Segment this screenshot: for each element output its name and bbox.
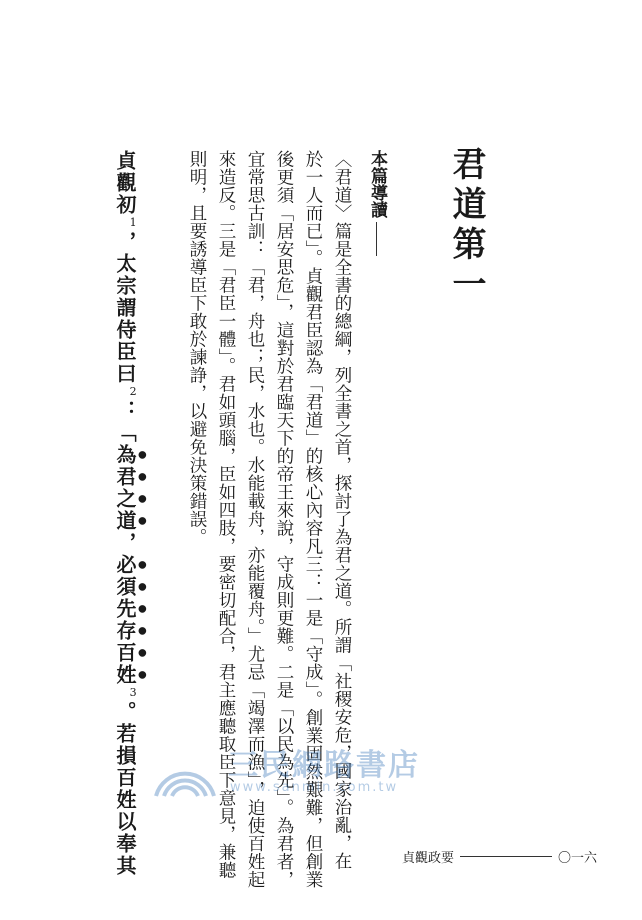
emphasized-text: 為君之道，必須先存百姓 bbox=[113, 444, 137, 686]
guide-divider bbox=[376, 222, 377, 256]
page-number: 〇一六 bbox=[558, 851, 598, 866]
watermark-name: 三民網路書店 bbox=[228, 748, 420, 783]
note-marker: 3 bbox=[126, 686, 140, 701]
book-title: 貞觀政要 bbox=[402, 851, 455, 866]
note-marker: 2 bbox=[126, 385, 140, 400]
guide-label: 本篇導讀 bbox=[367, 150, 387, 218]
page-footer bbox=[402, 847, 597, 866]
intro-line: 來造反。三是「君臣一體」。君如頭腦，臣如四肢，要密切配合，君主應聽取臣下意見，兼聽 bbox=[216, 150, 236, 880]
main-text-segment: 貞觀初 bbox=[113, 150, 137, 216]
main-text-segment: ：「 bbox=[113, 400, 137, 444]
chapter-title: 君道第一 bbox=[446, 146, 486, 306]
intro-line: 後更須「居安思危」，這對於君臨天下的帝王來說，守成則更難。二是「以民為先」。為君者， bbox=[274, 150, 294, 889]
main-text-segment: 。若損百姓以奉其 bbox=[113, 701, 137, 877]
intro-line: 〈君道〉篇是全書的總綱，列全書之首，探討了為君之道。所謂「社稷安危，國家治亂，在 bbox=[332, 150, 352, 870]
watermark bbox=[150, 738, 490, 802]
note-marker: 1 bbox=[126, 216, 140, 231]
intro-line: 宜常思古訓：「君，舟也；民，水也。水能載舟，亦能覆舟。」尤忌「竭澤而漁」，迫使百姓起 bbox=[245, 150, 265, 889]
footer-rule bbox=[460, 856, 552, 857]
main-text bbox=[110, 150, 148, 877]
intro-line: 則明，且要誘導臣下敢於諫諍，以避免決策錯誤。 bbox=[187, 150, 207, 546]
sanmin-logo-icon bbox=[150, 738, 220, 802]
watermark-url: www.sanmin.com.tw bbox=[230, 780, 399, 795]
main-text-segment: ，太宗謂侍臣曰 bbox=[113, 231, 137, 385]
intro-line: 於一人而已」。貞觀君臣認為「君道」的核心內容凡三：一是「守成」。創業固然艱難，但創業 bbox=[303, 150, 323, 889]
